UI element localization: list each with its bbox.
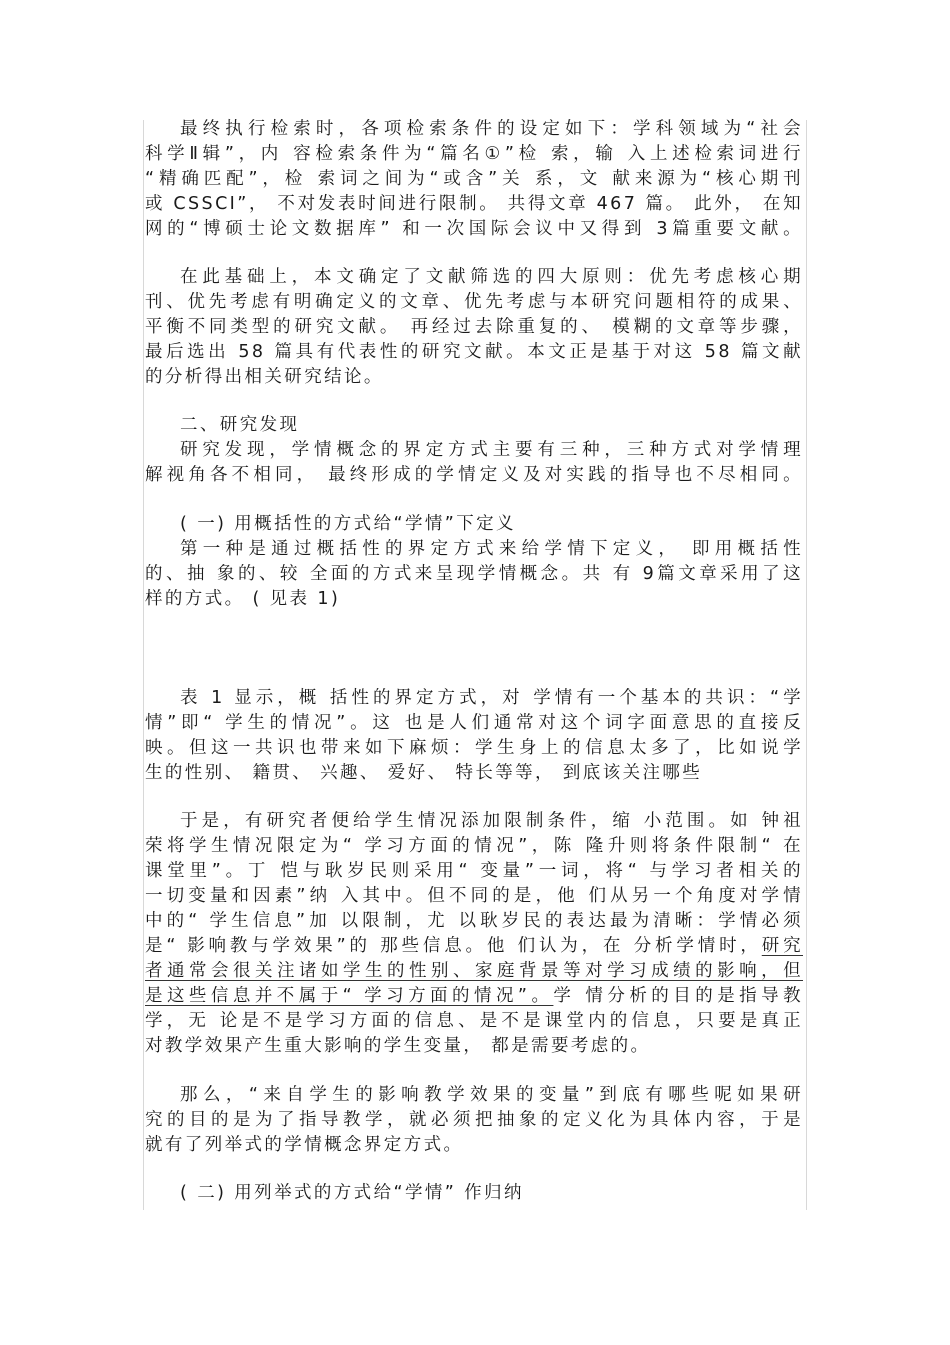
text-line: 解视角各不相同， 最终形成的学情定义及对实践的指导也不尽相同。 [145, 465, 803, 485]
subsection-heading-enumeration: ( 二) 用列举式的方式给“学情” 作归纳 [180, 1183, 524, 1203]
text-line: 刊、优先考虑有明确定义的文章、优先考虑与本研究问题相符的成果、 [145, 292, 803, 312]
underlined-text: 研究 [761, 936, 803, 956]
text-line: 的、抽 象的、较 全面的方式来呈现学情概念。共 有 9篇文章采用了这 [145, 564, 803, 584]
text-line: 最后选出 58 篇具有代表性的研究文献。本文正是基于对这 58 篇文献 [145, 342, 803, 362]
text-line: 平衡不同类型的研究文献。 再经过去除重复的、 模糊的文章等步骤， [145, 317, 803, 337]
text-line: 究的目的是为了指导教学，就必须把抽象的定义化为具体内容，于是 [145, 1110, 803, 1130]
text-line: 最终执行检索时，各项检索条件的设定如下：学科领域为“社会 [180, 119, 803, 139]
paragraph-findings-intro [145, 438, 803, 488]
paragraph-search-conditions [145, 117, 803, 242]
text-line: “精确匹配”，检 索词之间为“或含”关 系，文 献来源为“核心期刊 [145, 169, 803, 189]
text-line: 于是，有研究者便给学生情况添加限制条件，缩 小范围。如 钟祖 [180, 811, 803, 831]
text-line: 样的方式。 ( 见表 1) [145, 589, 341, 609]
subsection-heading-general-definition: ( 一) 用概括性的方式给“学情”下定义 [180, 514, 516, 534]
text-line: 就有了列举式的学情概念界定方式。 [145, 1135, 464, 1155]
text-line: 表 1 显示，概 括性的界定方式，对 学情有一个基本的共识：“学 [180, 688, 803, 708]
underlined-text: 是这些信息并不属于“ 学习方面的情况”。 [145, 986, 554, 1006]
paragraph-variables [145, 1083, 803, 1158]
text-line: 情”即“ 学生的情况”。这 也是人们通常对这个词字面意思的直接反 [145, 713, 803, 733]
text-line: 网的“博硕士论文数据库” 和一次国际会议中又得到 3篇重要文献。 [145, 219, 803, 239]
text-line: 映。但这一共识也带来如下麻烦：学生身上的信息太多了，比如说学 [145, 738, 803, 758]
text-line [145, 934, 803, 959]
section-heading-findings: 二、研究发现 [180, 415, 300, 435]
text-line: 学，无 论是不是学习方面的信息、是不是课堂内的信息，只要是真正 [145, 1011, 803, 1031]
text-line: 生的性别、 籍贯、 兴趣、 爱好、 特长等等， 到底该关注哪些 [145, 763, 703, 783]
paragraph-restrictions [145, 809, 803, 1059]
text-line [145, 959, 803, 984]
page-left-border [143, 120, 144, 1210]
text-line: 那么，“来自学生的影响教学效果的变量”到底有哪些呢如果研 [180, 1085, 803, 1105]
text-line [145, 984, 803, 1009]
paragraph-general-definition [145, 537, 803, 612]
text-line: 课堂里”。丁 恺与耿岁民则采用“ 变量”一词，将“ 与学习者相关的 [145, 861, 803, 881]
text-line: 科学Ⅱ辑”，内 容检索条件为“篇名①”检 索，输 入上述检索词进行 [145, 144, 803, 164]
text-line: 中的“ 学生信息”加 以限制，尤 以耿岁民的表达最为清晰：学情必须 [145, 911, 803, 931]
page-right-border [806, 120, 807, 1210]
text-line: 对教学效果产生重大影响的学生变量， 都是需要考虑的。 [145, 1036, 651, 1056]
underlined-text: 者通常会很关注诸如学生的性别、家庭背景等对学习成绩的影响，但 [145, 961, 803, 981]
text-line: 第一种是通过概括性的界定方式来给学情下定义， 即用概括性 [180, 539, 803, 559]
text-span: 学 情分析的目的是指导教 [553, 986, 803, 1006]
paragraph-selection-principles [145, 265, 803, 390]
text-line: 研究发现，学情概念的界定方式主要有三种，三种方式对学情理 [180, 440, 803, 460]
text-line: 或 CSSCI”， 不对发表时间进行限制。 共得文章 467 篇。 此外， 在知 [145, 194, 803, 214]
text-line: 在此基础上，本文确定了文献筛选的四大原则：优先考虑核心期 [180, 267, 803, 287]
text-line: 的分析得出相关研究结论。 [145, 367, 384, 387]
text-span: 是“ 影响教与学效果”的 那些信息。他 们认为，在 分析学情时， [145, 936, 762, 956]
text-line: 一切变量和因素”纳 入其中。但不同的是，他 们从另一个角度对学情 [145, 886, 803, 906]
paragraph-table1-discussion [145, 686, 803, 786]
text-line: 荣将学生情况限定为“ 学习方面的情况”，陈 隆升则将条件限制“ 在 [145, 836, 803, 856]
